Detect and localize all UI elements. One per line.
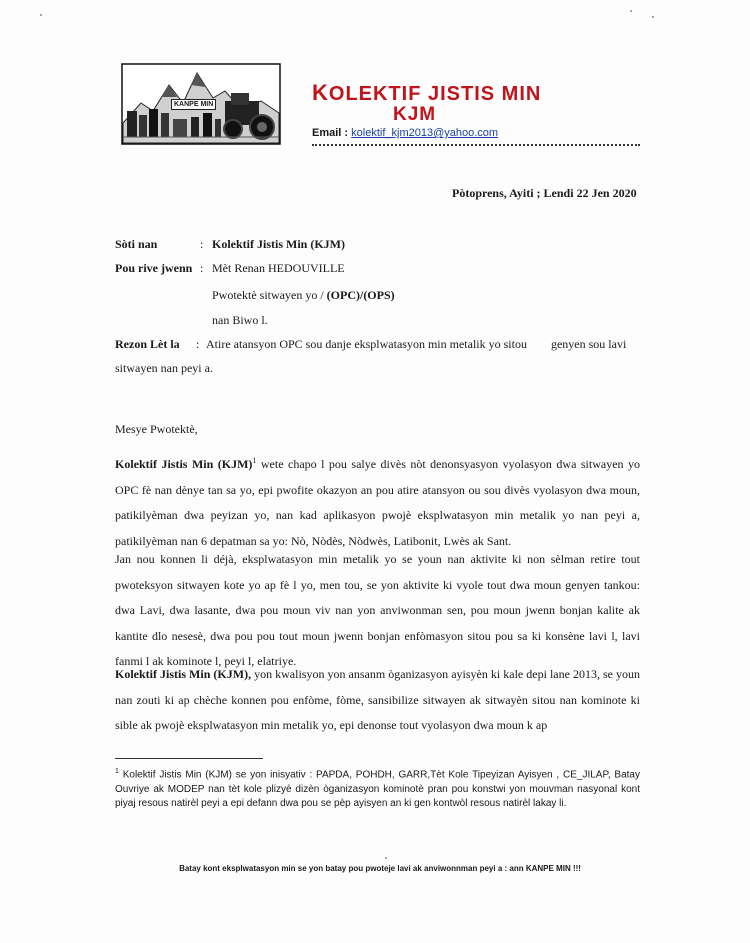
from-colon: : [200, 237, 204, 251]
email-row [312, 127, 498, 139]
footnote [115, 765, 640, 812]
header-divider [312, 144, 640, 146]
to-line-2-bold: (OPC)/(OPS) [326, 288, 395, 302]
subject-label: Rezon Lèt la [115, 337, 180, 351]
organization-title [312, 80, 541, 106]
paragraph-3-org: Kolektif Jistis Min (KJM), [115, 667, 252, 681]
organization-abbreviation: KJM [393, 104, 437, 125]
footnote-number: 1 [115, 768, 119, 775]
paragraph-1 [115, 448, 640, 554]
scan-speck [630, 10, 632, 12]
email-label: Email : [312, 127, 349, 139]
paragraph-2: Jan nou konnen li déjà, eksplwatasyon min metalik yo se youn nan aktivite ki non sèlman retire tout pwoteksyon sitwayen kote yo ap fè l yo, men tou, se yon aktivite ki vyole tout dwa moun genyen tankou: dwa Lavi, dwa lasante, dwa pou moun viv nan yon anviwonman sen, pou moun jwenn bonjan kalite ak kantite dlo nesesè, dwa pou pou tout moun jwenn bonjan enfòmasyon sitou pou sa ki konsène lavi l, lavi fanmi l ak kominote l, peyi l, elatriye. [115, 552, 640, 668]
subject-colon: : [196, 337, 200, 351]
paragraph-3-text: yon kwalisyon yon ansanm òganizasyon ayisyèn ki kale depi lane 2013, se youn nan zouti ki ap chèche konnen pou enfòme, fòme, sansibilize sitwayen ak sitwayèn sitou nan kominote ki sible ak pwojè eksplwatasyon min metalik yo, epi denonse tout vyolasyon dwa moun k ap [115, 667, 641, 732]
to-line-2-prefix: Pwotektè sitwayen yo / [212, 288, 327, 302]
org-title-rest: OLEKTIF JISTIS MIN [328, 83, 542, 105]
to-label: Pou rive jwenn [115, 261, 193, 275]
to-value: Mèt Renan HEDOUVILLE [212, 261, 345, 275]
to-line-2 [212, 288, 395, 303]
scan-speck [652, 16, 654, 18]
logo-caption: KANPE MIN [171, 99, 216, 110]
footnote-text: Kolektif Jistis Min (KJM) se yon inisyativ : PAPDA, POHDH, GARR,Tèt Kole Tipeyizan Ayisyen , CE_JILAP, Batay Ouvriye ak MODEP nan tèt kole plizyè dizèn òganizasyon kominotè pran pou konstwi yon mouvman nasyonal kont piyaj resous natirèl peyi a epi defann dwa pou se pèp ayisyen an ki gen kontwòl resous natirèl lakay li. [115, 769, 640, 810]
scan-speck [385, 857, 387, 859]
to-colon: : [200, 261, 204, 275]
email-link[interactable]: kolektif_kjm2013@yahoo.com [351, 127, 499, 139]
subject-line-1: Atire atansyon OPC sou danje eksplwatasyon min metalik yo sitou genyen sou lavi [206, 337, 627, 351]
to-line-3: nan Biwo l. [212, 313, 268, 327]
greeting: Mesye Pwotektè, [115, 422, 198, 436]
subject-line-2: sitwayen nan peyi a. [115, 361, 213, 375]
footnote-marker: 1 [252, 456, 257, 465]
org-title-initial: K [312, 80, 329, 105]
paragraph-1-text: wete chapo l pou salye divès nòt denonsyasyon vyolasyon dwa sitwayen yo OPC fè nan dènye tan sa yo, epi pwofite okazyon an pou atire atansyon ou sou divès vyolasyon dwa moun, patikilyèman dwa peyizan yo, nan kad aplikasyon pwojè eksplwatasyon min metalik yo nan peyi a, patikilyèman nan 6 depatman sa yo: Nò, Nòdès, Nòdwès, Latibonit, Lwès ak Sant. [115, 457, 640, 548]
paragraph-3 [115, 662, 640, 739]
scan-speck [40, 14, 42, 16]
from-label: Sòti nan [115, 237, 158, 251]
from-value: Kolektif Jistis Min (KJM) [212, 237, 345, 251]
footer-slogan: Batay kont eksplwatasyon min se yon batay pou pwoteje lavi ak anviwonnman peyi a : ann KANPE MIN !!! [179, 864, 581, 873]
footnote-divider [115, 758, 263, 759]
dateline: Pòtoprens, Ayiti ; Lendi 22 Jen 2020 [452, 186, 637, 200]
paragraph-1-org: Kolektif Jistis Min (KJM) [115, 457, 253, 471]
